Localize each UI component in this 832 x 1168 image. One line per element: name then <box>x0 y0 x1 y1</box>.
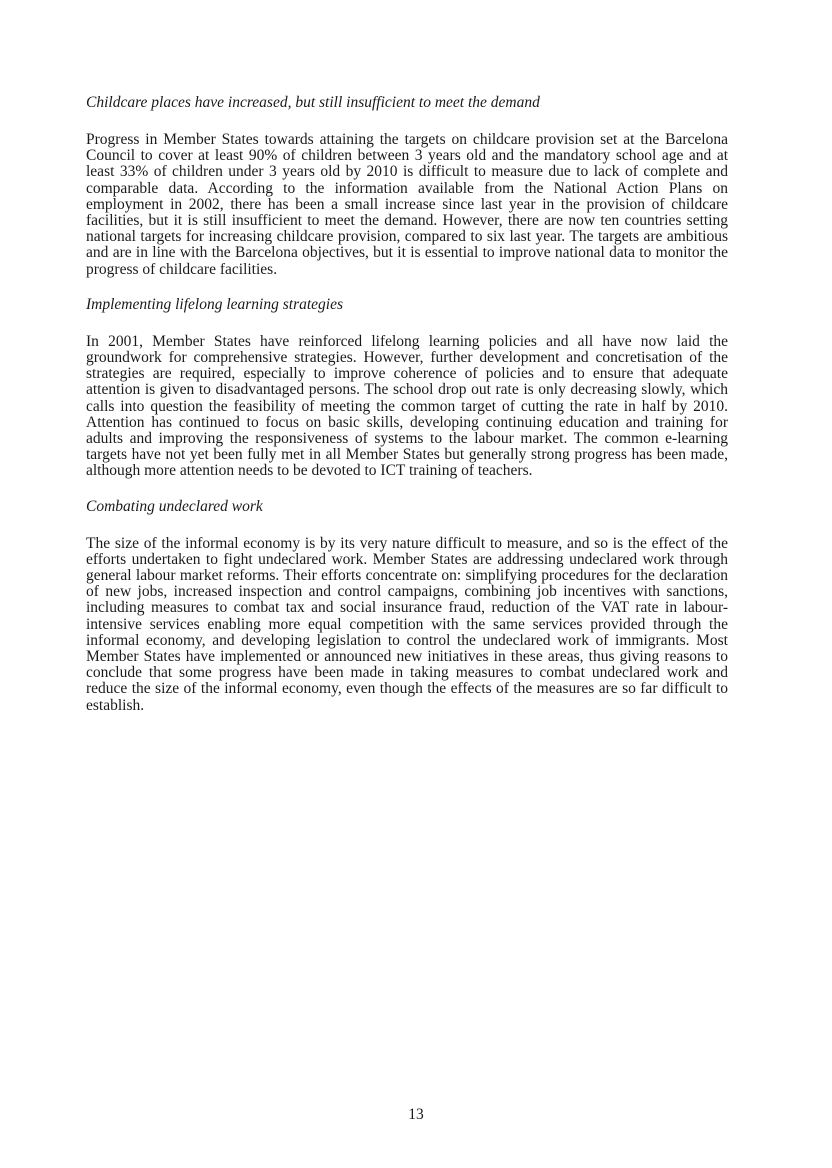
section-undeclared-work <box>86 498 728 714</box>
section-childcare <box>86 94 728 278</box>
section-heading-undeclared-work: Combating undeclared work <box>86 497 263 515</box>
paragraph-lifelong-learning: In 2001, Member States have reinforced lifelong learning policies and all have now laid the groundwork for comprehensive strategies. However, further development and concretisation of the strategies are required, especially to improve coherence of policies and to ensure that adequate attention is given to disadvantaged persons. The school drop out rate is only decreasing slowly, which calls into question the feasibility of meeting the common target of cutting the rate in half by 2010. Attention has continued to focus on basic skills, developing continuing education and training for adults and improving the responsiveness of systems to the labour market. The common e-learning targets have not yet been fully met in all Member States but generally strong progress has been made, although more attention needs to be devoted to ICT training of teachers. <box>86 332 728 480</box>
page-number: 13 <box>408 1106 424 1123</box>
section-lifelong-learning <box>86 296 728 480</box>
page-content <box>86 94 728 732</box>
section-heading-childcare: Childcare places have increased, but still insufficient to meet the demand <box>86 94 540 111</box>
paragraph-undeclared-work: The size of the informal economy is by its very nature difficult to measure, and so is the effect of the efforts undertaken to fight undeclared work. Member States are addressing undeclared work through general labour market reforms. Their efforts concentrate on: simplifying procedures for the declaration of new jobs, increased inspection and control campaigns, combining job incentives with sanctions, including measures to combat tax and social insurance fraud, reduction of the VAT rate in labour-intensive services enabling more equal competition with the same services provided through the informal economy, and developing legislation to control the undeclared work of immigrants. Most Member States have implemented or announced new initiatives in these areas, thus giving reasons to conclude that some progress have been made in taking measures to combat undeclared work and reduce the size of the informal economy, even though the effects of the measures are so far difficult to establish. <box>86 534 728 714</box>
section-heading-lifelong-learning: Implementing lifelong learning strategies <box>86 295 344 313</box>
paragraph-childcare: Progress in Member States towards attaining the targets on childcare provision set at the Barcelona Council to cover at least 90% of children between 3 years old and the mandatory school age and at least 33% of children under 3 years old by 2010 is difficult to measure due to lack of complete and comparable data. According to the information available from the National Action Plans on employment in 2002, there has been a small increase since last year in the provision of childcare facilities, but it is still insufficient to meet the demand. However, there are now ten countries setting national targets for increasing childcare provision, compared to six last year. The targets are ambitious and are in line with the Barcelona objectives, but it is essential to improve national data to monitor the progress of childcare facilities. <box>86 131 728 278</box>
